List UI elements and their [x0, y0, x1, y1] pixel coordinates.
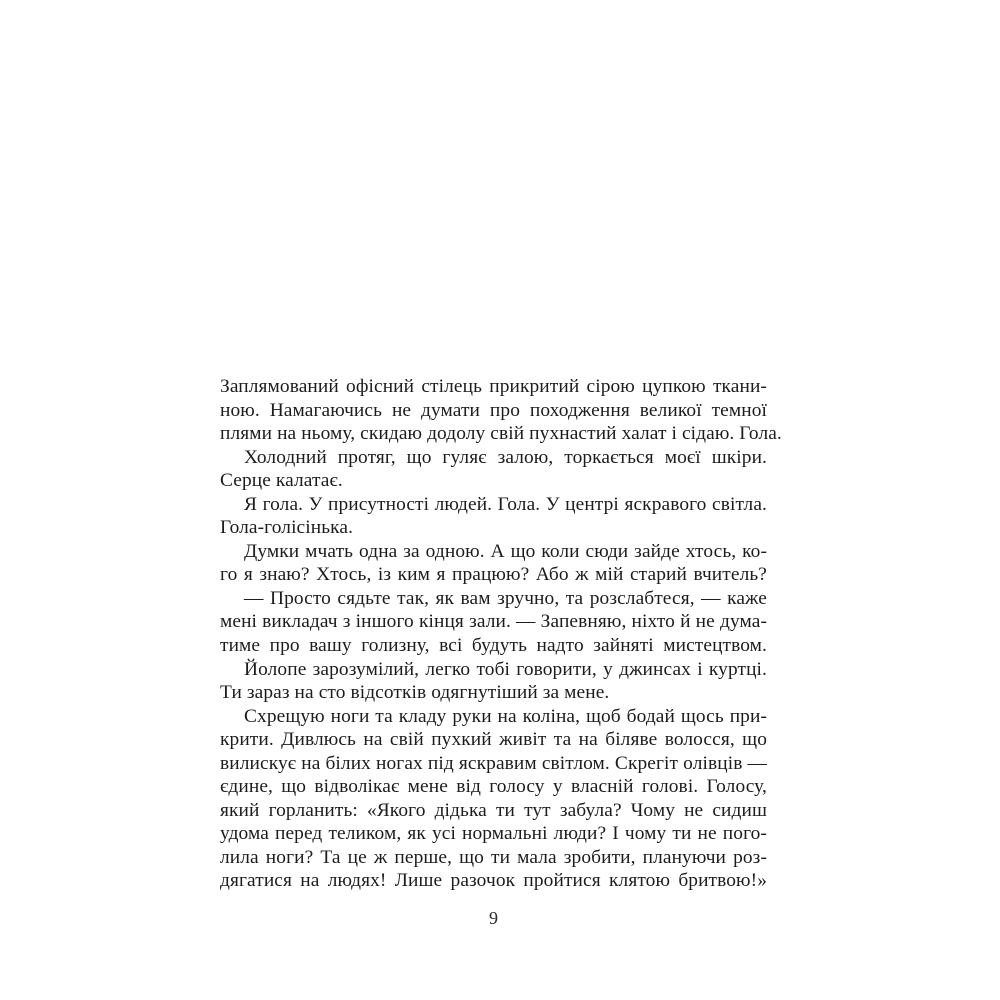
- text-line: єдине, що відволікає мене від голосу у власній голові. Голосу,: [220, 776, 767, 798]
- page-number: 9: [489, 908, 498, 928]
- text-line: Серце калатає.: [220, 470, 343, 492]
- text-line: крити. Дивлюсь на свій пухкий живіт та на біляве волосся, що: [220, 729, 767, 751]
- text-line: го я знаю? Хтось, із ким я працюю? Або ж мій старий вчитель?: [220, 564, 767, 586]
- text-line: Заплямований офісний стілець прикритий сірою цупкою ткани-: [220, 376, 767, 397]
- text-line: Гола-голісінька.: [220, 517, 354, 539]
- text-line: Ти зараз на сто відсотків одягнутіший за мене.: [220, 682, 610, 704]
- text-line: тиме про вашу голизну, всі будуть надто зайняті мистецтвом.: [220, 635, 767, 657]
- text-line: Схрещую ноги та кладу руки на коліна, щоб бодай щось при-: [244, 705, 767, 727]
- text-line: мені викладач з іншого кінця зали. — Запевняю, ніхто й не дума-: [220, 611, 767, 633]
- text-line: удома перед теликом, як усі нормальні люди? І чому ти не пого-: [220, 823, 767, 845]
- text-line: Йолопе зарозумілий, легко тобі говорити, у джинсах і куртці.: [244, 658, 767, 680]
- page-text: [220, 375, 782, 893]
- text-line: Думки мчать одна за одною. А що коли сюди зайде хтось, ко-: [244, 540, 767, 562]
- text-line: який горланить: «Якого дідька ти тут забула? Чому не сидиш: [220, 799, 767, 821]
- text-line: дягатися на людях! Лише разочок пройтися клятою бритвою!»: [220, 870, 767, 892]
- text-line: — Просто сядьте так, як вам зручно, та розслабтеся, — каже: [244, 587, 767, 609]
- text-line: вилискує на білих ногах під яскравим світлом. Скрегіт олівців —: [220, 752, 767, 774]
- text-line: плями на ньому, скидаю додолу свій пухнастий халат і сідаю. Гола.: [220, 423, 782, 445]
- text-line: Холодний протяг, що гуляє залою, торкається моєї шкіри.: [244, 446, 767, 468]
- text-line: Я гола. У присутності людей. Гола. У центрі яскравого світла.: [244, 493, 767, 515]
- text-line: ною. Намагаючись не думати про походження великої темної: [220, 399, 767, 421]
- text-line: лила ноги? Та це ж перше, що ти мала зробити, плануючи роз-: [220, 846, 767, 868]
